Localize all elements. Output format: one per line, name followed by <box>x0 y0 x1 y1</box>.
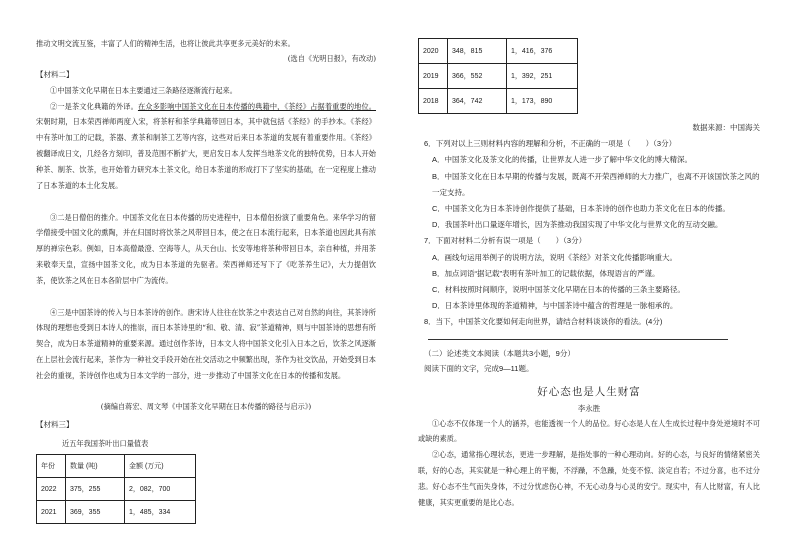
table-cell: 369，355 <box>66 501 125 524</box>
table-row <box>37 501 196 524</box>
table-cell: 1，173，890 <box>507 89 578 114</box>
section-2-title: （二）论述类文本阅读（本题共3小题，9分） <box>424 348 575 358</box>
table-cell: 348，815 <box>448 39 507 64</box>
left-column <box>36 0 376 524</box>
q6-option-d: D．我国茶叶出口量逐年增长，因为茶推动我国实现了中华文化与世界文化的互动交融。 <box>432 220 723 230</box>
table-header-quantity: 数量 (吨) <box>66 455 125 478</box>
table-header-row <box>37 455 196 478</box>
q7-option-c: C．材料按照时间顺序，说明中国茶文化早期在日本的传播的三条主要路径。 <box>432 285 685 295</box>
table-cell: 2，082，700 <box>125 478 196 501</box>
table-cell: 2022 <box>37 478 66 501</box>
q7-option-d: D．日本茶诗里体现的茶道精神，与中国茶诗中蕴含的哲理是一脉相承的。 <box>432 301 678 311</box>
export-table-left <box>36 454 196 524</box>
right-column <box>418 0 760 511</box>
essay-paragraph-2: ②心态，通常指心理状态，更进一步理解，是指处事的一种心理动向。好的心态，与良好的情绪紧密关联，好的心态，其实就是一种心理上的平衡，不浮躁，不急躁，处变不惊、淡定自若；不过分喜，也不过分悲。好心态不生气而失身体，不过分忧虑伤心神，不无心动身与心灵的安宁。现实中，有人比财富，有人比健康，其实更重要的是比心态。 <box>418 450 760 507</box>
table-cell: 375，255 <box>66 478 125 501</box>
q6-option-a: A．中国茶文化及茶文化的传播，让世界友人进一步了解中华文化的博大精深。 <box>432 155 693 165</box>
table-cell: 2019 <box>419 64 448 89</box>
question-7: 7．下面对材料二分析有误一项是（ ）（3分） <box>424 236 587 246</box>
q6-option-b: B．中国茶文化在日本早期的传播与发展，既离不开荣西禅师的大力推广，也离不开该国饮茶之风的一定支持。 <box>432 171 760 197</box>
essay-author: 李永胜 <box>577 403 601 413</box>
essay-title: 好心态也是人生财富 <box>537 385 641 398</box>
intro-source: (选自《光明日报》，有改动) <box>287 53 376 63</box>
data-source: 数据来源：中国海关 <box>692 123 760 132</box>
m2-paragraph-3: ③二是日僧侣的推介。中国茶文化在日本传播的历史进程中，日本僧侣扮演了重要角色。来华学习的留学僧接受中国文化的熏陶，并在归国时将饮茶之风带回日本，使之在日本流行起来，日本茶道也因此具有浓厚的禅宗色彩。例如，日本高僧最澄、空海等人，从天台山、长安等地将茶种带回日本，亲自种植，并用茶来敬奉天皇，宣扬中国茶文化，成为日本茶道的先驱者。荣西禅师还写下了《吃茶养生记》，大力提倡饮茶，使饮茶之风在日本各阶层中广为流传。 <box>36 212 376 285</box>
question-8: 8．当下，中国茶文化要如何走向世界，请结合材料谈谈你的看法。(4分) <box>424 317 663 327</box>
export-table-right <box>418 38 578 114</box>
answer-line <box>428 339 728 340</box>
table-cell: 364，742 <box>448 89 507 114</box>
m2-p2-rest: 宋朝时期，日本荣西禅师两度入宋，将茶籽和茶学典籍带回日本，其中就包括《茶经》的手抄本。《茶经》中有茶叶加工的记载，茶器、煮茶和制茶工艺等内容，这些对后来日本茶道的发展有着重要作用。《茶经》被翻译成日文，几经各方刻印，普及范围不断扩大，更启发日本人发挥当地茶文化的独特优势，日本人开始种茶、制茶、饮茶，也开始着力研究本土茶文化，给日本茶道的形成打下了坚实的基础，在一定程度上推动了日本茶道的本土化发展。 <box>36 117 376 190</box>
table-cell: 2018 <box>419 89 448 114</box>
essay-paragraph-1: ①心态不仅体现一个人的涵养，也能透视一个人的品位。好心态是人在人生成长过程中身处逆境时不可或缺的素质。 <box>418 418 760 444</box>
q6-option-c: C．中国茶文化为日本茶诗创作提供了基础，日本茶诗的创作也助力茶文化在日本的传播。 <box>432 204 730 214</box>
section-2-instruction: 阅读下面的文字，完成9—11题。 <box>424 363 534 373</box>
table-cell: 1，485，334 <box>125 501 196 524</box>
table-cell: 2020 <box>419 39 448 64</box>
table-row <box>419 89 578 114</box>
m2-paragraph-4: ④三是中国茶诗的传入与日本茶诗的创作。唐宋诗人往往在饮茶之中表达自己对自然的向往，其茶诗所体现的理想也受到日本诗人的推崇，而日本茶诗里的“和、敬、清、寂”茶道精神，则与中国茶诗的思想有所契合，成为日本茶道精神的重要来源。通过创作茶诗，日本文人将中国茶文化引入日本之后，饮茶之风逐渐在上层社会流行起来，茶作为一种社交手段开始在社交活动之中频繁出现，茶作为社交饮品，开始受到日本社会的重视，茶诗创作也成为日本文学的一部分，进一步推动了中国茶文化在日本的传播和发展。 <box>36 307 376 380</box>
question-6: 6．下列对以上三则材料内容的理解和分析，不正确的一项是（ ）（3分） <box>424 139 677 149</box>
table-cell: 366，552 <box>448 64 507 89</box>
intro-line: 推动文明交流互鉴，丰富了人们的精神生活，也将让彼此共享更多元美好的未来。 <box>36 39 295 48</box>
table-cell: 2021 <box>37 501 66 524</box>
table-cell: 1，416，376 <box>507 39 578 64</box>
q7-option-b: B．加点词语“据记载”表明有茶叶加工的记载依据，体现语言的严谨。 <box>432 268 660 278</box>
m2-p2-underlined: 在众多影响中国茶文化在日本传播的典籍中，《茶经》占据着重要的地位。 <box>137 101 376 111</box>
material-2-header: 【材料二】 <box>36 69 74 79</box>
material-3-header: 【材料三】 <box>36 419 74 429</box>
m2-paragraph-1: ①中国茶文化早期在日本主要通过三条路径逐渐流行起来。 <box>50 85 237 95</box>
table-cell: 1，392，251 <box>507 64 578 89</box>
m2-source: (摘编自蒋宏、周文琴《中国茶文化早期在日本传播的路径与启示》) <box>100 401 312 411</box>
table-row <box>37 478 196 501</box>
table-row <box>419 64 578 89</box>
table-header-year: 年份 <box>37 455 66 478</box>
m2-paragraph-2 <box>36 99 376 210</box>
table-title: 近五年我国茶叶出口量值表 <box>62 438 149 448</box>
m2-p2-lead: ②一是茶文化典籍的外译。 <box>50 101 138 111</box>
table-row <box>419 39 578 64</box>
q7-option-a: A．画线句运用举例子的说明方法，说明《茶经》对茶文化传播影响重大。 <box>432 252 678 262</box>
table-header-amount: 金额 (万元) <box>125 455 196 478</box>
